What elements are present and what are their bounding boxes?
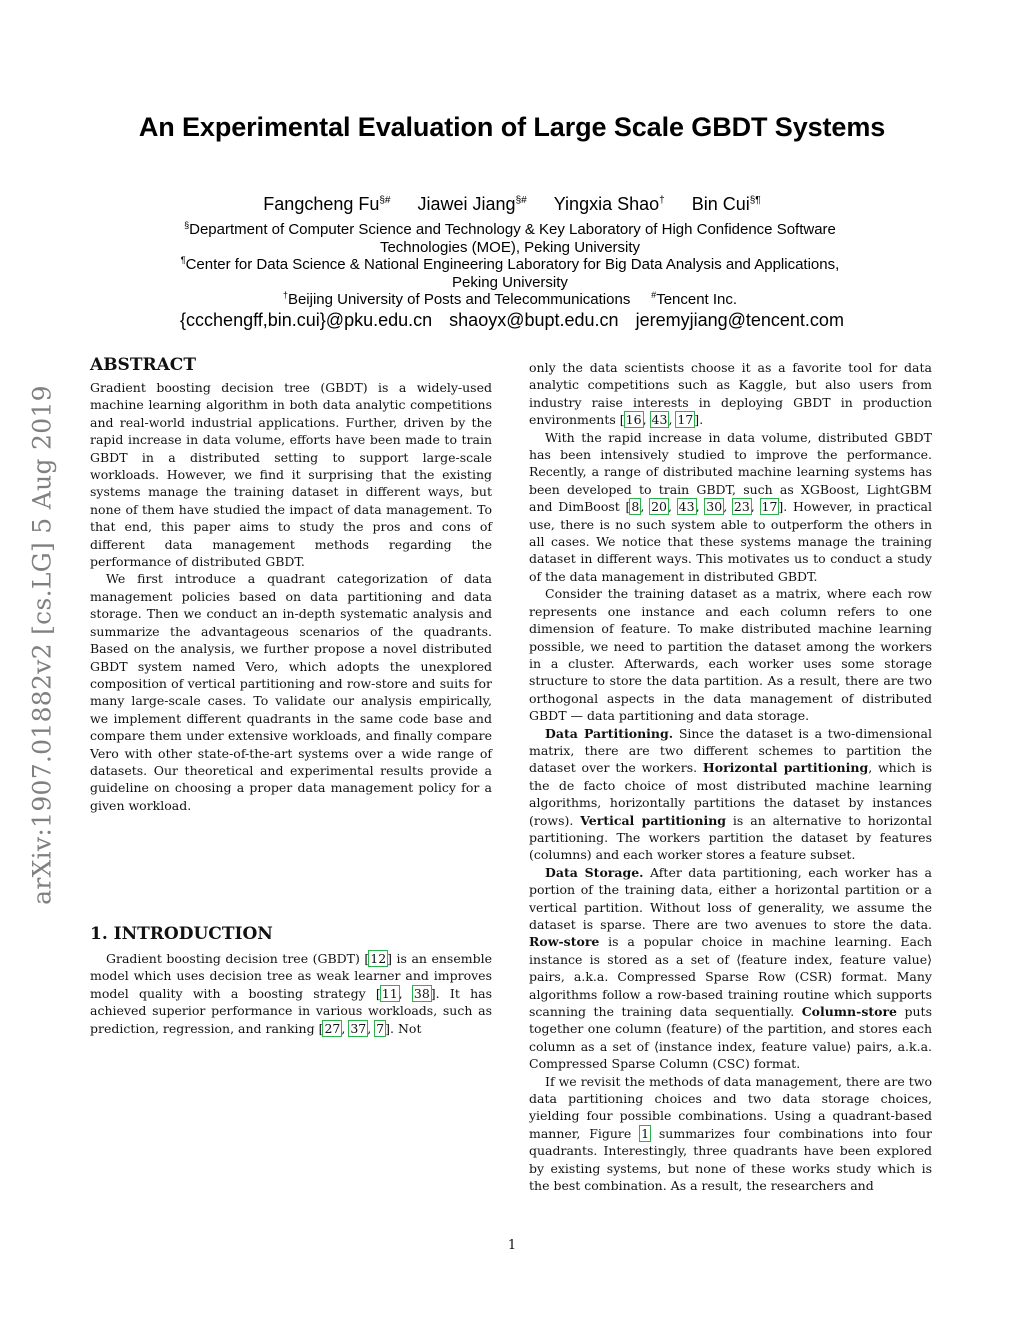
citation-link[interactable]: 17	[677, 412, 694, 428]
intro-paragraph: Gradient boosting decision tree (GBDT) [12] is an ensemble model which uses decision tree as weak learner and improves model quality with a boosting strategy [11, 38]. It has achieved superior performance in various workloads, such as prediction, regression, and ranking [27, 37, 7]. Not	[90, 951, 492, 1036]
author: Jiawei Jiang§#	[417, 194, 527, 214]
intro-section	[90, 950, 492, 1037]
affiliation-center: ¶Center for Data Science & National Engineering Laboratory for Big Data Analysis and Applications, Peking University	[180, 255, 840, 291]
author: Yingxia Shao†	[553, 194, 665, 214]
paper-title: An Experimental Evaluation of Large Scale GBDT Systems	[138, 112, 886, 142]
citation-link[interactable]: 37	[350, 1020, 367, 1036]
citation-link[interactable]: 11	[381, 985, 398, 1001]
body-paragraph: If we revisit the methods of data management, there are two data partitioning choices and two data storage choices, yielding four possible combinations. Using a quadrant-based manner, Figure 1 summarizes four combinations into four quadrants. Interestingly, three quadrants have been explored by existing systems, but none of these works study which is the best combination. As a result, the researchers and	[529, 1073, 932, 1194]
citation-link[interactable]: 17	[761, 499, 778, 515]
affiliation-dept: §Department of Computer Science and Technology & Key Laboratory of High Confidence Software Technologies (MOE), Peking University	[184, 220, 836, 256]
run-in-heading: Data Partitioning.	[545, 725, 674, 741]
arxiv-identifier: arXiv:1907.01882v2 [cs.LG] 5 Aug 2019	[27, 385, 57, 905]
right-column	[529, 359, 932, 1195]
page-number: 1	[507, 1238, 517, 1253]
email-list	[0, 310, 1024, 331]
body-paragraph: With the rapid increase in data volume, distributed GBDT has been intensively studied to improve the performance. Recently, a range of distributed machine learning systems has been developed to train GBDT, such as XGBoost, LightGBM and DimBoost [8, 20, 43, 30, 23, 17]. However, in practical use, there is no such system able to outperform the others in all cases. We notice that these systems manage the training dataset in different ways. This motivates us to conduct a study of the data management in distributed GBDT.	[529, 429, 932, 584]
citation-link[interactable]: 43	[678, 499, 695, 515]
citation-link[interactable]: 8	[631, 499, 640, 515]
citation-link[interactable]: 23	[733, 499, 750, 515]
abstract-section	[90, 355, 492, 814]
intro-heading: 1. INTRODUCTION	[90, 924, 273, 944]
citation-link[interactable]: 38	[413, 985, 430, 1001]
citation-link[interactable]: 43	[651, 412, 668, 428]
body-paragraph: only the data scientists choose it as a favorite tool for data analytic competitions such as Kaggle, but also users from industry raise interests in deploying GBDT in production environments [16, 43, 17].	[529, 360, 932, 428]
citation-link[interactable]: 16	[625, 412, 642, 428]
citation-link[interactable]: 20	[651, 499, 667, 515]
body-paragraph: Consider the training dataset as a matrix, where each row represents one instance and each column refers to one dimension of feature. To make distributed machine learning possible, we need to partition the dataset among the workers in a cluster. Afterwards, each worker uses some storage structure to store the data partition. As a result, there are two orthogonal aspects in the data management of distributed GBDT — data partitioning and data storage.	[529, 586, 932, 724]
intro-heading-wrap	[90, 924, 492, 948]
citation-link[interactable]: 7	[376, 1020, 385, 1036]
email: shaoyx@bupt.edu.cn	[449, 310, 619, 330]
citation-link[interactable]: 27	[324, 1020, 341, 1036]
abstract-paragraph: Gradient boosting decision tree (GBDT) is a widely-used machine learning algorithm in both data analytic competitions and real-world industrial applications. Further, driven by the rapid increase in data volume, efforts have been made to train GBDT in a distributed setting to support large-scale workloads. However, we find it surprising that the existing systems manage the training dataset in different ways, but none of them have studied the impact of data management. To that end, this paper aims to study the pros and cons of different data management methods regarding the performance of distributed GBDT.	[90, 380, 492, 570]
abstract-paragraph: We first introduce a quadrant categorization of data management policies based on data partitioning and data storage. Then we conduct an in-depth systematic analysis and summarize the advantageous scenarios of the quadrants. Based on the analysis, we further propose a novel distributed GBDT system named Vero, which adopts the unexplored composition of vertical partitioning and row-store and suits for many large-scale cases. To validate our analysis empirically, we implement different quadrants in the same code base and compare them under extensive workloads, and finally compare Vero with other state-of-the-art systems over a wide range of datasets. Our theoretical and experimental results provide a guideline on choosing a proper data management policy for a given workload.	[90, 571, 492, 813]
citation-link[interactable]: 30	[706, 499, 723, 515]
author-list	[0, 194, 1024, 215]
author: Bin Cui§¶	[691, 194, 761, 214]
email: jeremyjiang@tencent.com	[635, 310, 844, 330]
email: {ccchengff,bin.cui}@pku.edu.cn	[180, 310, 433, 330]
figure-link[interactable]: 1	[641, 1125, 650, 1141]
affiliation-other: †Beijing University of Posts and Telecommunications #Tencent Inc.	[282, 290, 738, 308]
run-in-heading: Data Storage.	[545, 864, 644, 880]
author: Fangcheng Fu§#	[263, 194, 391, 214]
body-paragraph: Data Storage. After data partitioning, each worker has a portion of the training data, either a horizontal partition or a vertical partition. Without loss of generality, we assume the dataset is sparse. There are two avenues to store the data. Row-store is a popular choice in machine learning. Each instance is stored as a set of ⟨feature index, feature value⟩pairs, a.k.a. Compressed Sparse Row (CSR) format. Many algorithms follow a row-based training routine which supports scanning the training data sequentially. Column-store puts together one column (feature) of the partition, and stores each column as a set of ⟨instance index, feature value⟩ pairs, a.k.a. Compressed Sparse Column (CSC) format.	[529, 864, 933, 1072]
citation-link[interactable]: 12	[370, 951, 387, 966]
abstract-heading: ABSTRACT	[90, 355, 196, 375]
body-paragraph: Data Partitioning. Since the dataset is a two-dimensional matrix, there are two different schemes to partition the dataset over the workers. Horizontal partitioning, which is the de facto choice of most distributed machine learning algorithms, horizontally partitions the dataset by instances (rows). Vertical partitioning is an alternative to horizontal partitioning. The workers partition the dataset by features (columns) and each worker stores a feature subset.	[529, 725, 932, 863]
